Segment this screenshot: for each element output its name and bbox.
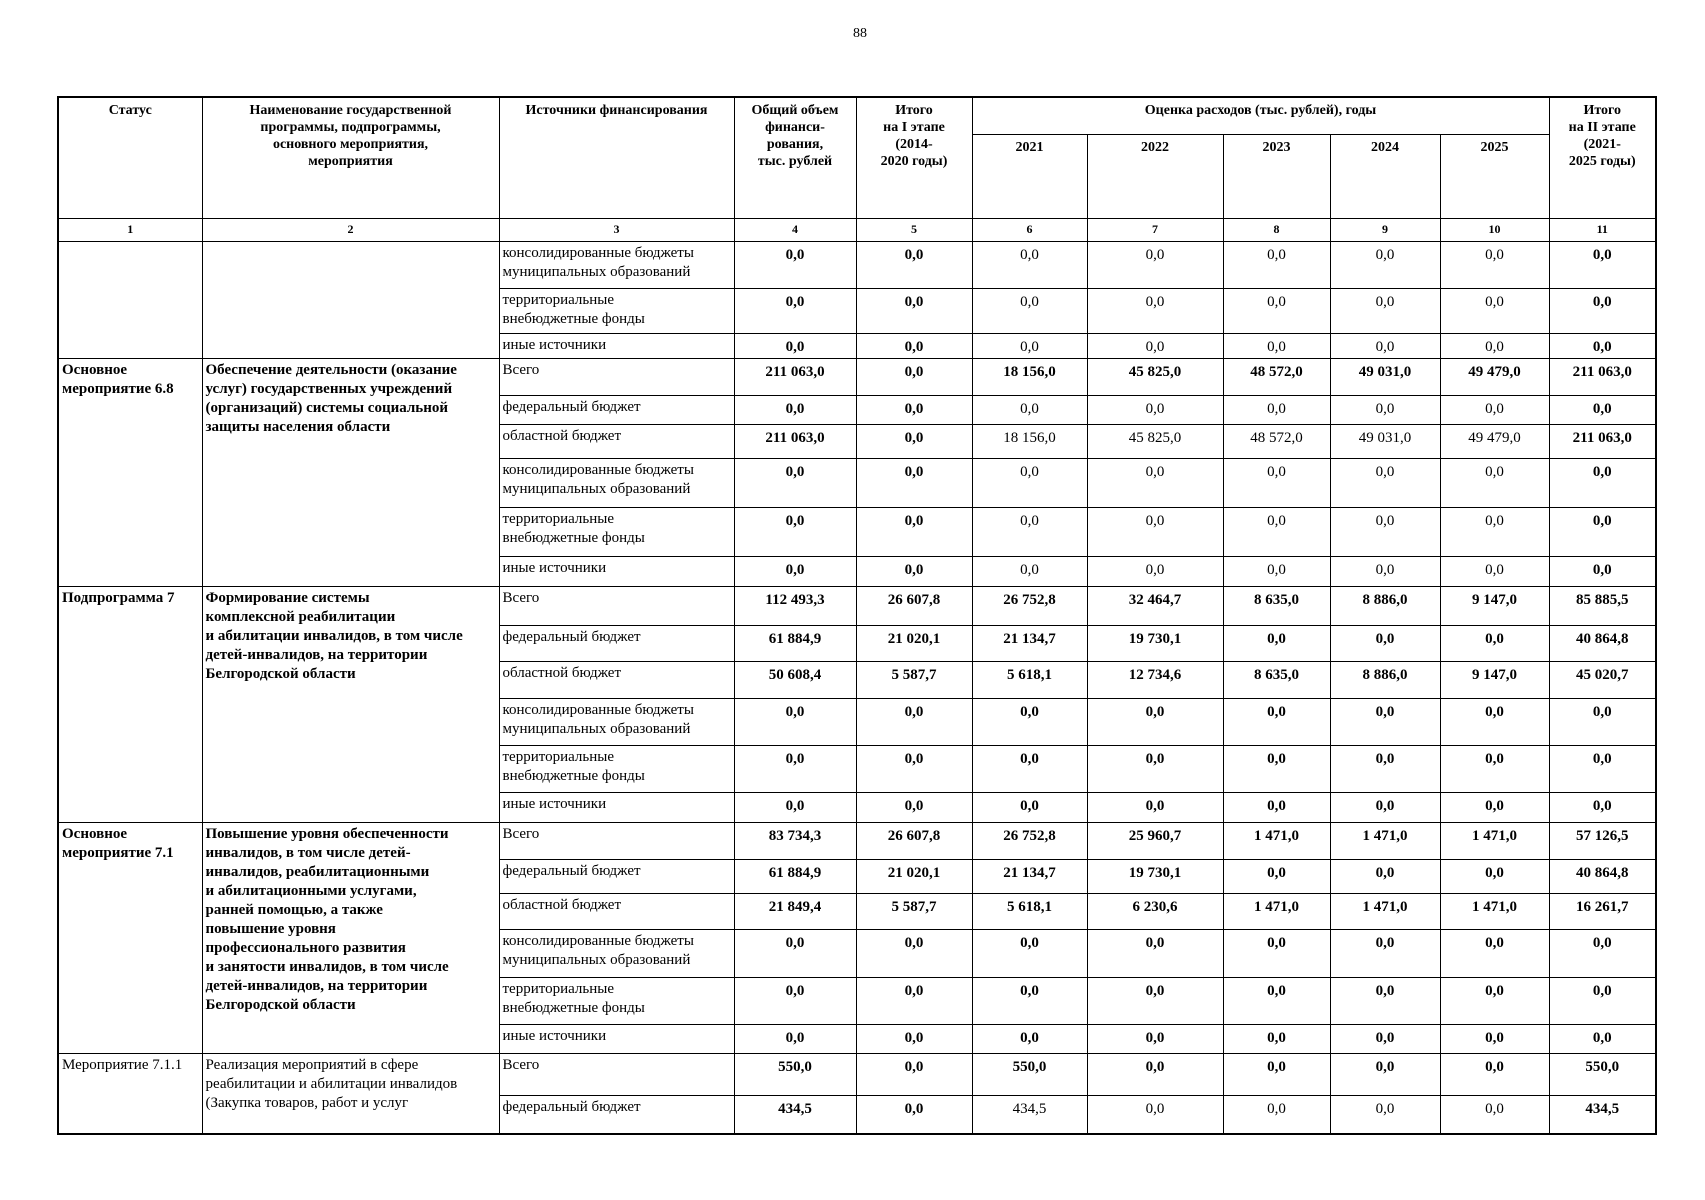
total-volume-cell: 61 884,9 [734, 859, 856, 893]
status-cell: Основное мероприятие 7.1 [58, 822, 202, 1053]
total-volume-cell: 83 734,3 [734, 822, 856, 859]
funding-source-cell: областной бюджет [499, 893, 734, 929]
column-number: 9 [1330, 218, 1440, 241]
year-2025-cell: 9 147,0 [1440, 586, 1549, 625]
stage1-total-header: Итого на I этапе (2014- 2020 годы) [856, 97, 972, 218]
funding-source-cell: федеральный бюджет [499, 859, 734, 893]
year-2022-cell: 0,0 [1087, 556, 1223, 586]
stage2-total-cell: 0,0 [1549, 745, 1656, 792]
stage1-total-cell: 26 607,8 [856, 586, 972, 625]
year-2025-cell: 0,0 [1440, 859, 1549, 893]
stage1-total-cell: 21 020,1 [856, 859, 972, 893]
year-2021-cell: 0,0 [972, 458, 1087, 507]
year-2023-cell: 48 572,0 [1223, 358, 1330, 395]
year-2021-cell: 434,5 [972, 1095, 1087, 1134]
year-2022-cell: 32 464,7 [1087, 586, 1223, 625]
item-name-cell: Реализация мероприятий в сфере реабилитации и абилитации инвалидов (Закупка товаров, работ и услуг [202, 1053, 499, 1134]
year-header: 2025 [1440, 134, 1549, 218]
funding-source-cell: федеральный бюджет [499, 625, 734, 661]
year-2022-cell: 0,0 [1087, 1053, 1223, 1095]
stage1-total-cell: 0,0 [856, 424, 972, 458]
stage1-total-cell: 5 587,7 [856, 661, 972, 698]
stage2-total-cell: 0,0 [1549, 288, 1656, 333]
year-2025-cell: 49 479,0 [1440, 358, 1549, 395]
year-2022-cell: 19 730,1 [1087, 625, 1223, 661]
column-number: 10 [1440, 218, 1549, 241]
stage1-total-cell: 0,0 [856, 929, 972, 977]
stage1-total-cell: 0,0 [856, 698, 972, 745]
year-2023-cell: 1 471,0 [1223, 893, 1330, 929]
stage2-total-cell: 57 126,5 [1549, 822, 1656, 859]
stage2-total-cell: 0,0 [1549, 507, 1656, 556]
year-2023-cell: 0,0 [1223, 288, 1330, 333]
year-2025-cell: 0,0 [1440, 977, 1549, 1024]
column-number: 5 [856, 218, 972, 241]
year-2021-cell: 0,0 [972, 745, 1087, 792]
year-2022-cell: 0,0 [1087, 698, 1223, 745]
year-2024-cell: 0,0 [1330, 556, 1440, 586]
year-2022-cell: 0,0 [1087, 288, 1223, 333]
year-2024-cell: 0,0 [1330, 929, 1440, 977]
stage2-total-cell: 0,0 [1549, 241, 1656, 288]
year-2024-cell: 0,0 [1330, 241, 1440, 288]
year-2021-cell: 0,0 [972, 1024, 1087, 1053]
total-volume-header: Общий объем финанси- рования, тыс. рублей [734, 97, 856, 218]
stage1-total-cell: 0,0 [856, 745, 972, 792]
funding-source-cell: областной бюджет [499, 424, 734, 458]
year-2023-cell: 0,0 [1223, 458, 1330, 507]
year-2021-cell: 0,0 [972, 977, 1087, 1024]
column-number: 4 [734, 218, 856, 241]
year-2021-cell: 5 618,1 [972, 661, 1087, 698]
year-2022-cell: 0,0 [1087, 792, 1223, 822]
year-2024-cell: 0,0 [1330, 458, 1440, 507]
stage2-total-cell: 0,0 [1549, 698, 1656, 745]
year-2025-cell: 0,0 [1440, 1095, 1549, 1134]
header-row [58, 97, 1656, 134]
year-2024-cell: 0,0 [1330, 1053, 1440, 1095]
stage1-total-cell: 0,0 [856, 333, 972, 358]
stage1-total-cell: 0,0 [856, 395, 972, 424]
funding-source-cell: федеральный бюджет [499, 395, 734, 424]
status-cell: Подпрограмма 7 [58, 586, 202, 822]
stage2-total-cell: 211 063,0 [1549, 424, 1656, 458]
year-2024-cell: 0,0 [1330, 859, 1440, 893]
year-header: 2022 [1087, 134, 1223, 218]
stage1-total-cell: 0,0 [856, 556, 972, 586]
total-volume-cell: 550,0 [734, 1053, 856, 1095]
stage1-total-cell: 0,0 [856, 241, 972, 288]
year-2021-cell: 18 156,0 [972, 358, 1087, 395]
table-row [58, 586, 1656, 625]
stage2-total-cell: 16 261,7 [1549, 893, 1656, 929]
year-2023-cell: 0,0 [1223, 1095, 1330, 1134]
total-volume-cell: 211 063,0 [734, 358, 856, 395]
stage1-total-cell: 0,0 [856, 458, 972, 507]
year-2021-cell: 0,0 [972, 333, 1087, 358]
year-2021-cell: 0,0 [972, 288, 1087, 333]
year-2025-cell: 0,0 [1440, 241, 1549, 288]
year-2022-cell: 0,0 [1087, 977, 1223, 1024]
year-2023-cell: 0,0 [1223, 977, 1330, 1024]
column-number: 11 [1549, 218, 1656, 241]
year-2024-cell: 0,0 [1330, 1095, 1440, 1134]
year-2023-cell: 0,0 [1223, 1053, 1330, 1095]
year-2025-cell: 0,0 [1440, 625, 1549, 661]
year-2022-cell: 0,0 [1087, 395, 1223, 424]
year-2022-cell: 0,0 [1087, 458, 1223, 507]
year-2025-cell: 49 479,0 [1440, 424, 1549, 458]
funding-source-cell: консолидированные бюджеты муниципальных образований [499, 929, 734, 977]
total-volume-cell: 0,0 [734, 929, 856, 977]
total-volume-cell: 0,0 [734, 792, 856, 822]
stage2-total-cell: 0,0 [1549, 556, 1656, 586]
year-2025-cell: 0,0 [1440, 556, 1549, 586]
funding-source-cell: иные источники [499, 556, 734, 586]
year-2025-cell: 0,0 [1440, 458, 1549, 507]
item-name-header: Наименование государственной программы, подпрограммы, основного мероприятия, мероприятия [202, 97, 499, 218]
year-2022-cell: 6 230,6 [1087, 893, 1223, 929]
funding-source-cell: Всего [499, 822, 734, 859]
year-2024-cell: 0,0 [1330, 745, 1440, 792]
funding-source-header: Источники финансирования [499, 97, 734, 218]
table-row [58, 358, 1656, 395]
stage1-total-cell: 0,0 [856, 1024, 972, 1053]
funding-source-cell: территориальные внебюджетные фонды [499, 745, 734, 792]
year-2024-cell: 0,0 [1330, 395, 1440, 424]
stage1-total-cell: 0,0 [856, 358, 972, 395]
stage2-total-cell: 434,5 [1549, 1095, 1656, 1134]
table-row [58, 1053, 1656, 1095]
year-2024-cell: 0,0 [1330, 1024, 1440, 1053]
funding-source-cell: консолидированные бюджеты муниципальных образований [499, 241, 734, 288]
year-2021-cell: 21 134,7 [972, 859, 1087, 893]
year-2024-cell: 0,0 [1330, 792, 1440, 822]
year-2023-cell: 0,0 [1223, 395, 1330, 424]
stage2-total-cell: 0,0 [1549, 792, 1656, 822]
year-2021-cell: 0,0 [972, 241, 1087, 288]
year-2023-cell: 0,0 [1223, 241, 1330, 288]
total-volume-cell: 112 493,3 [734, 586, 856, 625]
year-2021-cell: 0,0 [972, 507, 1087, 556]
total-volume-cell: 0,0 [734, 745, 856, 792]
total-volume-cell: 0,0 [734, 241, 856, 288]
stage1-total-cell: 0,0 [856, 1053, 972, 1095]
stage1-total-cell: 21 020,1 [856, 625, 972, 661]
year-2024-cell: 0,0 [1330, 625, 1440, 661]
stage2-total-cell: 0,0 [1549, 977, 1656, 1024]
column-number: 6 [972, 218, 1087, 241]
year-2025-cell: 0,0 [1440, 395, 1549, 424]
stage1-total-cell: 5 587,7 [856, 893, 972, 929]
year-2024-cell: 0,0 [1330, 977, 1440, 1024]
funding-source-cell: консолидированные бюджеты муниципальных образований [499, 698, 734, 745]
item-name-cell: Повышение уровня обеспеченности инвалидов, в том числе детей- инвалидов, реабилитационными и абилитационными услугами, ранней помощью, а также повышение уровня профессионального развития и занятости инвалидов, в том числе детей-инвалидов, на территории Белгородской области [202, 822, 499, 1053]
funding-source-cell: территориальные внебюджетные фонды [499, 288, 734, 333]
year-2024-cell: 0,0 [1330, 507, 1440, 556]
funding-source-cell: областной бюджет [499, 661, 734, 698]
item-name-cell [202, 241, 499, 358]
year-2023-cell: 48 572,0 [1223, 424, 1330, 458]
year-2023-cell: 0,0 [1223, 333, 1330, 358]
year-2022-cell: 25 960,7 [1087, 822, 1223, 859]
year-2021-cell: 550,0 [972, 1053, 1087, 1095]
year-2023-cell: 0,0 [1223, 859, 1330, 893]
year-2021-cell: 26 752,8 [972, 822, 1087, 859]
year-2022-cell: 0,0 [1087, 507, 1223, 556]
year-2022-cell: 45 825,0 [1087, 424, 1223, 458]
year-header: 2024 [1330, 134, 1440, 218]
year-2021-cell: 5 618,1 [972, 893, 1087, 929]
year-2025-cell: 0,0 [1440, 288, 1549, 333]
year-2025-cell: 0,0 [1440, 507, 1549, 556]
year-2025-cell: 9 147,0 [1440, 661, 1549, 698]
stage2-total-cell: 0,0 [1549, 458, 1656, 507]
funding-source-cell: федеральный бюджет [499, 1095, 734, 1134]
item-name-cell: Обеспечение деятельности (оказание услуг) государственных учреждений (организаций) системы социальной защиты населения области [202, 358, 499, 586]
table-body [58, 241, 1656, 1134]
total-volume-cell: 50 608,4 [734, 661, 856, 698]
total-volume-cell: 0,0 [734, 698, 856, 745]
year-2023-cell: 8 635,0 [1223, 661, 1330, 698]
funding-source-cell: Всего [499, 1053, 734, 1095]
year-2023-cell: 0,0 [1223, 625, 1330, 661]
stage2-total-cell: 0,0 [1549, 333, 1656, 358]
total-volume-cell: 434,5 [734, 1095, 856, 1134]
stage2-total-cell: 0,0 [1549, 1024, 1656, 1053]
column-number: 7 [1087, 218, 1223, 241]
stage2-total-cell: 40 864,8 [1549, 625, 1656, 661]
funding-source-cell: иные источники [499, 792, 734, 822]
year-2024-cell: 1 471,0 [1330, 893, 1440, 929]
funding-source-cell: территориальные внебюджетные фонды [499, 977, 734, 1024]
year-2024-cell: 8 886,0 [1330, 586, 1440, 625]
table-header [58, 97, 1656, 241]
year-2025-cell: 0,0 [1440, 792, 1549, 822]
year-2025-cell: 0,0 [1440, 698, 1549, 745]
year-2023-cell: 8 635,0 [1223, 586, 1330, 625]
funding-source-cell: Всего [499, 358, 734, 395]
year-2022-cell: 19 730,1 [1087, 859, 1223, 893]
year-2021-cell: 0,0 [972, 792, 1087, 822]
year-2023-cell: 0,0 [1223, 1024, 1330, 1053]
year-2021-cell: 21 134,7 [972, 625, 1087, 661]
total-volume-cell: 0,0 [734, 507, 856, 556]
total-volume-cell: 0,0 [734, 288, 856, 333]
item-name-cell: Формирование системы комплексной реабилитации и абилитации инвалидов, в том числе детей-инвалидов, на территории Белгородской области [202, 586, 499, 822]
year-header: 2023 [1223, 134, 1330, 218]
year-2025-cell: 0,0 [1440, 929, 1549, 977]
year-2022-cell: 0,0 [1087, 333, 1223, 358]
column-number: 3 [499, 218, 734, 241]
year-2021-cell: 18 156,0 [972, 424, 1087, 458]
funding-source-cell: консолидированные бюджеты муниципальных образований [499, 458, 734, 507]
year-2021-cell: 0,0 [972, 698, 1087, 745]
stage1-total-cell: 26 607,8 [856, 822, 972, 859]
year-2025-cell: 1 471,0 [1440, 893, 1549, 929]
stage1-total-cell: 0,0 [856, 1095, 972, 1134]
stage1-total-cell: 0,0 [856, 977, 972, 1024]
stage2-total-cell: 0,0 [1549, 929, 1656, 977]
table-row [58, 241, 1656, 288]
total-volume-cell: 211 063,0 [734, 424, 856, 458]
stage2-total-cell: 550,0 [1549, 1053, 1656, 1095]
column-numbers-row [58, 218, 1656, 241]
stage2-total-header: Итого на II этапе (2021- 2025 годы) [1549, 97, 1656, 218]
year-2025-cell: 0,0 [1440, 1053, 1549, 1095]
year-2022-cell: 45 825,0 [1087, 358, 1223, 395]
year-2022-cell: 0,0 [1087, 745, 1223, 792]
status-cell: Мероприятие 7.1.1 [58, 1053, 202, 1134]
stage2-total-cell: 211 063,0 [1549, 358, 1656, 395]
year-2021-cell: 0,0 [972, 395, 1087, 424]
stage1-total-cell: 0,0 [856, 288, 972, 333]
stage2-total-cell: 45 020,7 [1549, 661, 1656, 698]
year-2021-cell: 26 752,8 [972, 586, 1087, 625]
year-2023-cell: 0,0 [1223, 929, 1330, 977]
total-volume-cell: 0,0 [734, 556, 856, 586]
total-volume-cell: 0,0 [734, 458, 856, 507]
year-header: 2021 [972, 134, 1087, 218]
funding-source-cell: иные источники [499, 1024, 734, 1053]
year-2024-cell: 0,0 [1330, 698, 1440, 745]
year-2024-cell: 49 031,0 [1330, 424, 1440, 458]
year-2022-cell: 0,0 [1087, 929, 1223, 977]
funding-source-cell: иные источники [499, 333, 734, 358]
year-2025-cell: 0,0 [1440, 333, 1549, 358]
year-2023-cell: 1 471,0 [1223, 822, 1330, 859]
page-number: 88 [853, 26, 867, 41]
total-volume-cell: 61 884,9 [734, 625, 856, 661]
total-volume-cell: 21 849,4 [734, 893, 856, 929]
column-number: 1 [58, 218, 202, 241]
year-2024-cell: 1 471,0 [1330, 822, 1440, 859]
year-2023-cell: 0,0 [1223, 792, 1330, 822]
year-2024-cell: 49 031,0 [1330, 358, 1440, 395]
column-number: 8 [1223, 218, 1330, 241]
financing-table [57, 96, 1657, 1135]
total-volume-cell: 0,0 [734, 333, 856, 358]
stage2-total-cell: 40 864,8 [1549, 859, 1656, 893]
status-cell [58, 241, 202, 358]
year-2022-cell: 0,0 [1087, 1024, 1223, 1053]
expense-estimate-header: Оценка расходов (тыс. рублей), годы [972, 97, 1549, 134]
total-volume-cell: 0,0 [734, 395, 856, 424]
status-cell: Основное мероприятие 6.8 [58, 358, 202, 586]
total-volume-cell: 0,0 [734, 1024, 856, 1053]
table-row [58, 822, 1656, 859]
year-2023-cell: 0,0 [1223, 745, 1330, 792]
year-2024-cell: 8 886,0 [1330, 661, 1440, 698]
funding-source-cell: территориальные внебюджетные фонды [499, 507, 734, 556]
year-2025-cell: 1 471,0 [1440, 822, 1549, 859]
year-2022-cell: 12 734,6 [1087, 661, 1223, 698]
year-2022-cell: 0,0 [1087, 1095, 1223, 1134]
stage1-total-cell: 0,0 [856, 507, 972, 556]
year-2023-cell: 0,0 [1223, 556, 1330, 586]
stage2-total-cell: 85 885,5 [1549, 586, 1656, 625]
funding-source-cell: Всего [499, 586, 734, 625]
stage2-total-cell: 0,0 [1549, 395, 1656, 424]
year-2024-cell: 0,0 [1330, 333, 1440, 358]
year-2021-cell: 0,0 [972, 556, 1087, 586]
year-2022-cell: 0,0 [1087, 241, 1223, 288]
year-2023-cell: 0,0 [1223, 507, 1330, 556]
year-2025-cell: 0,0 [1440, 1024, 1549, 1053]
stage1-total-cell: 0,0 [856, 792, 972, 822]
year-2025-cell: 0,0 [1440, 745, 1549, 792]
year-2024-cell: 0,0 [1330, 288, 1440, 333]
status-header: Статус [58, 97, 202, 218]
year-2021-cell: 0,0 [972, 929, 1087, 977]
year-2023-cell: 0,0 [1223, 698, 1330, 745]
column-number: 2 [202, 218, 499, 241]
total-volume-cell: 0,0 [734, 977, 856, 1024]
